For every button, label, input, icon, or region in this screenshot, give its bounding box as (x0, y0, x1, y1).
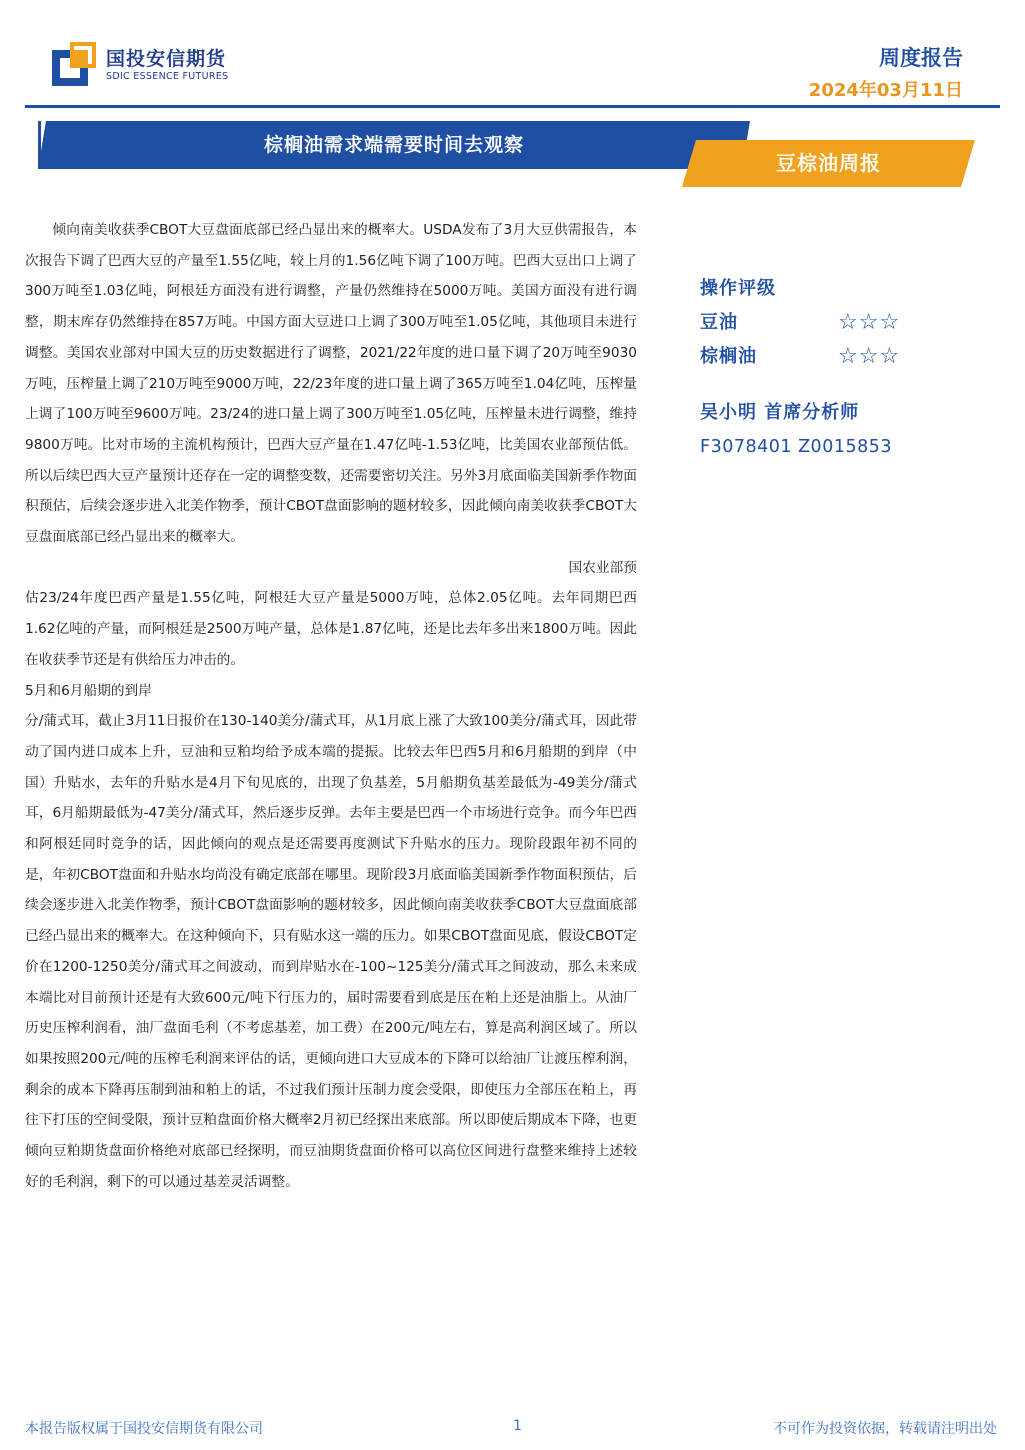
sidebar (700, 272, 940, 464)
page-number: 1 (513, 1418, 522, 1434)
logo-en-text: SDIC ESSENCE FUTURES (106, 71, 229, 82)
logo-cn-text: 国投安信期货 (106, 48, 227, 70)
footer-disclaimer: 不可作为投资依据，转载请注明出处 (773, 1421, 997, 1437)
rating-label: 棕榈油 (700, 346, 757, 367)
analyst-license-ids: F3078401 Z0015853 (700, 437, 892, 457)
rating-title: 操作评级 (700, 278, 776, 299)
header-divider (25, 105, 1000, 108)
report-title: 棕榈油需求端需要时间去观察 (263, 134, 524, 156)
report-type: 周度报告 (879, 46, 963, 70)
section-tag (682, 140, 975, 187)
rating-row-soybean-oil (700, 306, 940, 340)
star-rating-icon: ☆☆☆ (838, 310, 901, 335)
company-logo (52, 40, 252, 90)
paragraph-3: 估23/24年度巴西产量是1.55亿吨，阿根廷大豆产量是5000万吨，总体2.05亿吨。去年同期巴西1.62亿吨的产量，而阿根廷是2500万吨产量，总体是1.87亿吨，还是比去年多出来1800万吨。因此在收获季节还是有供给压力冲击的。 (25, 590, 637, 668)
title-banner (38, 121, 750, 169)
star-rating-icon: ☆☆☆ (838, 344, 901, 369)
report-body (25, 215, 637, 1198)
logo-mark-icon (52, 42, 96, 86)
rating-row-palm-oil (700, 340, 940, 374)
paragraph-2: 国农业部预 (568, 559, 637, 576)
footer-copyright: 本报告版权属于国投安信期货有限公司 (25, 1421, 263, 1437)
section-tag-label: 豆棕油周报 (776, 151, 881, 175)
report-date: 2024年03月11日 (808, 80, 963, 101)
paragraph-1: 倾向南美收获季CBOT大豆盘面底部已经凸显出来的概率大。USDA发布了3月大豆供需报告，本次报告下调了巴西大豆的产量至1.55亿吨，较上月的1.56亿吨下调了100万吨。巴西大豆出口上调了300万吨至1.03亿吨，阿根廷方面没有进行调整，产量仍然维持在5000万吨。美国方面没有进行调整，期末库存仍然维持在857万吨。中国方面大豆进口上调了300万吨至1.05亿吨，其他项目未进行调整。美国农业部对中国大豆的历史数据进行了调整，2021/22年度的进口量下调了20万吨至9030万吨，压榨量上调了210万吨至9000万吨，22/23年度的进口量上调了365万吨至1.04亿吨，压榨量上调了100万吨至9600万吨。23/24的进口量上调了300万吨至1.05亿吨，压榨量未进行调整，维持9800万吨。比对市场的主流机构预计，巴西大豆产量在1.47亿吨-1.53亿吨，比美国农业部预估低。所以后续巴西大豆产量预计还存在一定的调整变数，还需要密切关注。另外3月底面临美国新季作物面积预估，后续会逐步进入北美作物季，预计CBOT盘面影响的题材较多，因此倾向南美收获季CBOT大豆盘面底部已经凸显出来的概率大。 (25, 222, 637, 546)
rating-label: 豆油 (700, 312, 738, 333)
analyst-name: 吴小明 首席分析师 (700, 402, 860, 423)
paragraph-4: 5月和6月船期的到岸 (25, 682, 152, 699)
paragraph-5: 分/蒲式耳，截止3月11日报价在130-140美分/蒲式耳，从1月底上涨了大致100美分/蒲式耳，因此带动了国内进口成本上升，豆油和豆粕均给予成本端的提振。比较去年巴西5月和6月船期的到岸（中国）升贴水，去年的升贴水是4月下旬见底的，出现了负基差，5月船期负基差最低为-49美分/蒲式耳，6月船期最低为-47美分/蒲式耳，然后逐步反弹。去年主要是巴西一个市场进行竞争。而今年巴西和阿根廷同时竞争的话，因此倾向的观点是还需要再度测试下升贴水的压力。现阶段跟年初不同的是，年初CBOT盘面和升贴水均尚没有确定底部在哪里。现阶段3月底面临美国新季作物面积预估，后续会逐步进入北美作物季，预计CBOT盘面影响的题材较多，因此倾向南美收获季CBOT大豆盘面底部已经凸显出来的概率大。在这种倾向下，只有贴水这一端的压力。如果CBOT盘面见底，假设CBOT定价在1200-1250美分/蒲式耳之间波动，而到岸贴水在-100~125美分/蒲式耳之间波动，那么未来成本端比对目前预计还是有大致600元/吨下行压力的，届时需要看到底是压在粕上还是油脂上。从油厂历史压榨利润看，油厂盘面毛利（不考虑基差，加工费）在200元/吨左右，算是高利润区域了。所以如果按照200元/吨的压榨毛利润来评估的话，更倾向进口大豆成本的下降可以给油厂让渡压榨利润，剩余的成本下降再压制到油和粕上的话，不过我们预计压制力度会受限，即使压力全部压在粕上，再往下打压的空间受限，预计豆粕盘面价格大概率2月初已经探出来底部。所以即使后期成本下降，也更倾向豆粕期货盘面价格绝对底部已经探明，而豆油期货盘面价格可以高位区间进行盘整来维持上述较好的毛利润，剩下的可以通过基差灵活调整。 (25, 713, 637, 1190)
